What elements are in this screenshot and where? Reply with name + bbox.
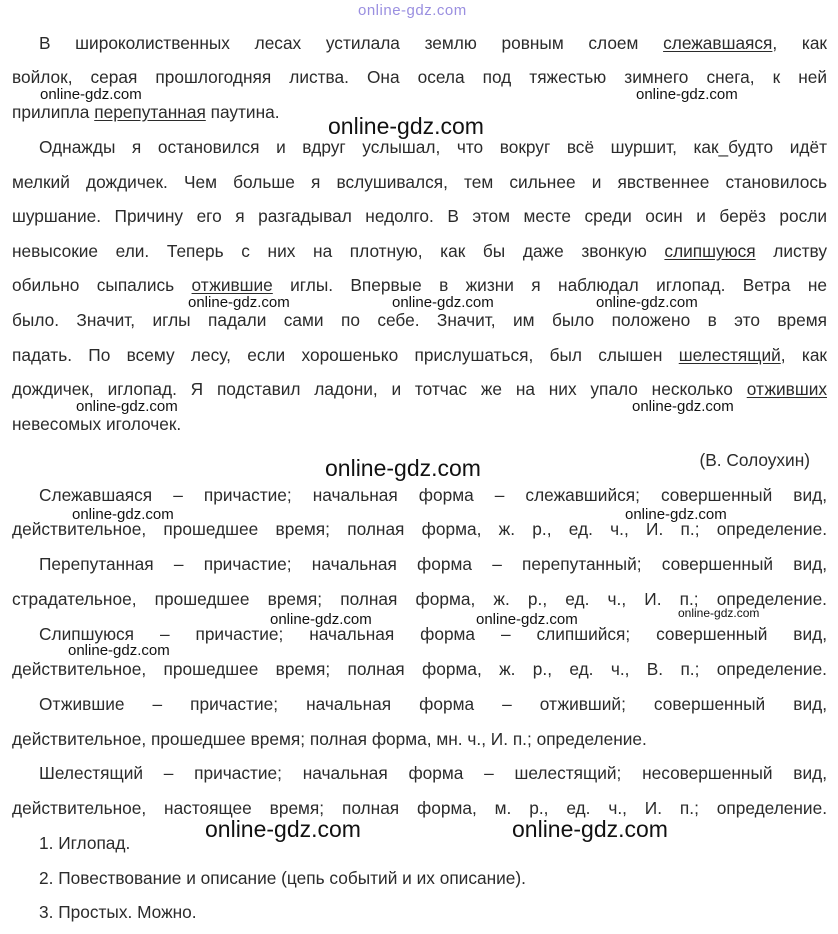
watermark: online-gdz.com [76,398,178,415]
analysis-line: действительное, прошедшее время; полная форма, мн. ч., И. п.; определение. [12,729,647,749]
analysis-line: действительное, прошедшее время; полная форма, ж. р., ед. ч., В. п.; определение. [12,659,827,679]
text-line: дождичек, иглопад. Я подставил ладони, и тотчас же на них упало несколько отживших [12,379,827,399]
watermark: online-gdz.com [72,506,174,523]
watermark: online-gdz.com [596,294,698,311]
watermark: online-gdz.com [325,455,481,481]
watermark: online-gdz.com [188,294,290,311]
text-line: войлок, серая прошлогодняя листва. Она осела под тяжестью зимнего снега, к ней [12,67,827,87]
analysis-line: страдательное, прошедшее время; полная форма, ж. р., ед. ч., И. п.; определение. [12,589,827,609]
watermark: online-gdz.com [40,86,142,103]
underlined-word: перепутанная [94,102,206,122]
underlined-word: слипшуюся [664,241,756,261]
text-line: прилипла перепутанная паутина. [12,102,280,122]
text-line: Однажды я остановился и вдруг услышал, что вокруг всё шуршит, как_будто идёт [39,137,827,157]
watermark: online-gdz.com [328,113,484,139]
text-line: невесомых иголочек. [12,414,182,434]
analysis-line: Шелестящий – причастие; начальная форма – шелестящий; несовершенный вид, [39,763,827,783]
watermark: online-gdz.com [632,398,734,415]
watermark: online-gdz.com [476,611,578,628]
answer-line: 2. Повествование и описание (цепь событий и их описание). [39,868,526,888]
text-line: было. Значит, иглы падали сами по себе. Значит, им было положено в это время [12,310,827,330]
underlined-word: отживших [746,379,827,399]
text-line: В широколиственных лесах устилала землю ровным слоем слежавшаяся, как [39,33,827,53]
analysis-line: Перепутанная – причастие; начальная форма – перепутанный; совершенный вид, [39,554,827,574]
answer-line: 3. Простых. Можно. [39,902,197,922]
watermark: online-gdz.com [678,606,760,620]
watermark: online-gdz.com [358,2,467,19]
text-line: обильно сыпались отжившие иглы. Впервые в жизни я наблюдал иглопад. Ветра не [12,275,827,295]
text-line: невысокие ели. Теперь с них на плотную, как бы даже звонкую слипшуюся листву [12,241,827,261]
watermark: online-gdz.com [270,611,372,628]
text-line: падать. По всему лесу, если хорошенько прислушаться, был слышен шелестящий, как [12,345,827,365]
watermark: online-gdz.com [512,816,668,842]
analysis-line: Слипшуюся – причастие; начальная форма – слипшийся; совершенный вид, [39,624,827,644]
analysis-line: действительное, прошедшее время; полная форма, ж. р., ед. ч., И. п.; определение. [12,519,827,539]
watermark: online-gdz.com [68,642,170,659]
text-line: мелкий дождичек. Чем больше я вслушивался, тем сильнее и явственнее становилось [12,172,827,192]
watermark: online-gdz.com [205,816,361,842]
analysis-line: Слежавшаяся – причастие; начальная форма – слежавшийся; совершенный вид, [39,485,827,505]
text-line: шуршание. Причину его я разгадывал недолго. В этом месте среди осин и берёз росли [12,206,827,226]
watermark: online-gdz.com [392,294,494,311]
analysis-line: действительное, настоящее время; полная форма, м. р., ед. ч., И. п.; определение. [12,798,827,818]
watermark: online-gdz.com [636,86,738,103]
underlined-word: шелестящий [678,345,781,365]
watermark: online-gdz.com [625,506,727,523]
analysis-line: Отжившие – причастие; начальная форма – отживший; совершенный вид, [39,694,827,714]
answer-line: 1. Иглопад. [39,833,131,853]
underlined-word: слежавшаяся [663,33,773,53]
author-credit: (В. Солоухин) [699,450,810,470]
underlined-word: отжившие [191,275,273,295]
